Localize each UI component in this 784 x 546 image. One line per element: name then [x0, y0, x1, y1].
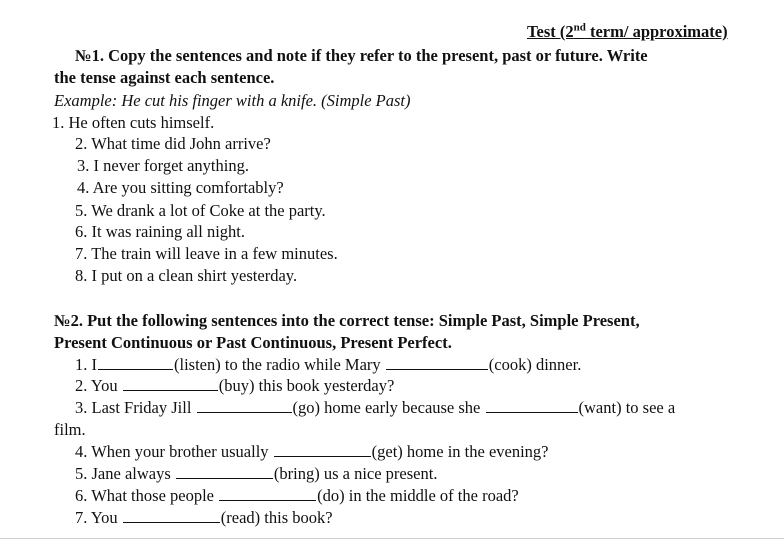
- sentence-text: 1. I: [75, 355, 97, 374]
- task1-item: 6. It was raining all night.: [75, 222, 246, 241]
- task1-item: 1. He often cuts himself.: [52, 113, 215, 132]
- answer-blank[interactable]: [219, 486, 316, 501]
- task2-sentence-1: [75, 355, 581, 375]
- answer-blank[interactable]: [176, 464, 273, 479]
- test-title: Test (2nd term/ approximate): [527, 21, 728, 41]
- sentence-text: 7. You: [75, 508, 118, 527]
- task1-item: 7. The train will leave in a few minutes.: [75, 244, 338, 263]
- sentence-text: (bring) us a nice present.: [273, 464, 438, 483]
- answer-blank[interactable]: [197, 398, 292, 413]
- sentence-text: (buy) this book yesterday?: [218, 376, 395, 395]
- task2-heading-line1: №2. Put the following sentences into the correct tense: Simple Past, Simple Present,: [54, 311, 640, 330]
- sentence-text: (go) home early because she: [292, 398, 481, 417]
- sentence-text: 5. Jane always: [75, 464, 171, 483]
- task1-heading-line1: №1. Copy the sentences and note if they refer to the present, past or future. Write: [75, 46, 648, 65]
- task2-sentence-7: [75, 508, 333, 528]
- sentence-text: 4. When your brother usually: [75, 442, 269, 461]
- answer-blank[interactable]: [98, 355, 173, 370]
- answer-blank[interactable]: [123, 376, 218, 391]
- task2-sentence-2: [75, 376, 394, 396]
- sentence-text: 2. You: [75, 376, 118, 395]
- sentence-text: (do) in the middle of the road?: [317, 486, 519, 505]
- sentence-text: (listen) to the radio while Mary: [174, 355, 381, 374]
- sentence-text: (want) to see a: [578, 398, 676, 417]
- sentence-text: (cook) dinner.: [488, 355, 582, 374]
- page-bottom-edge: [0, 538, 784, 539]
- task2-sentence-4: [75, 442, 549, 462]
- sentence-text: (get) home in the evening?: [371, 442, 549, 461]
- answer-blank[interactable]: [386, 355, 488, 370]
- sentence-text: 3. Last Friday Jill: [75, 398, 192, 417]
- answer-blank[interactable]: [123, 508, 220, 523]
- task1-item: 8. I put on a clean shirt yesterday.: [75, 266, 298, 285]
- task2-heading-line2: Present Continuous or Past Continuous, Present Perfect.: [54, 333, 452, 352]
- task1-item: 4. Are you sitting comfortably?: [77, 178, 284, 197]
- task2-sentence-5: [75, 464, 437, 484]
- task1-item: 5. We drank a lot of Coke at the party.: [75, 201, 326, 220]
- task2-sentence-3: [75, 398, 675, 418]
- sentence-text: (read) this book?: [220, 508, 333, 527]
- task1-item: 3. I never forget anything.: [77, 156, 249, 175]
- answer-blank[interactable]: [486, 398, 578, 413]
- task2-sentence-6: [75, 486, 519, 506]
- task1-item: 2. What time did John arrive?: [75, 134, 271, 153]
- task2-sentence-3-continued: film.: [54, 420, 86, 439]
- sentence-text: 6. What those people: [75, 486, 214, 505]
- task1-example: Example: He cut his finger with a knife. (Simple Past): [54, 91, 411, 110]
- task1-heading-line2: the tense against each sentence.: [54, 68, 275, 87]
- answer-blank[interactable]: [274, 442, 371, 457]
